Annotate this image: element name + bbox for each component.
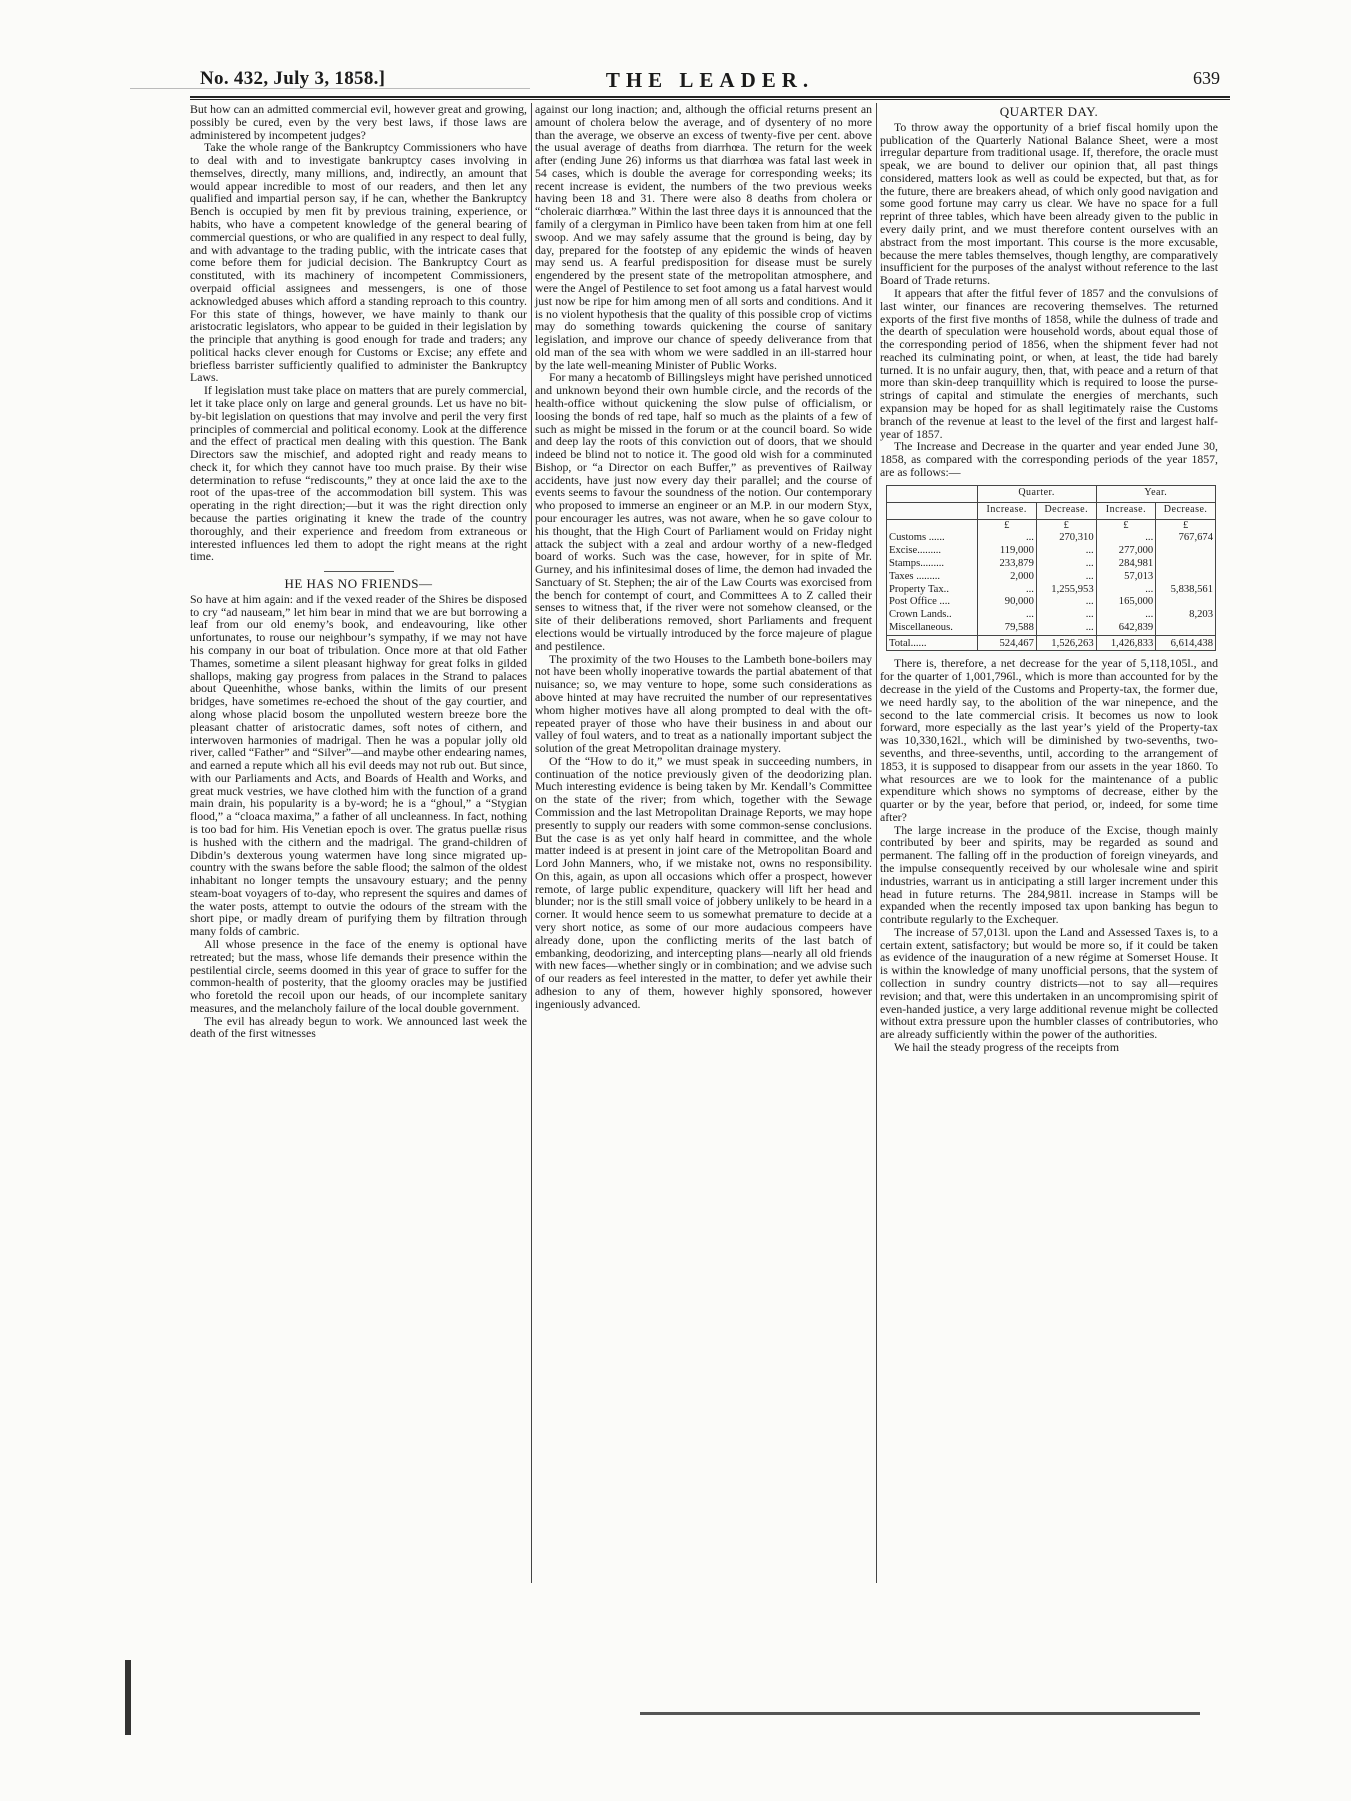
currency-mark: £ [1096,519,1156,532]
table-corner-sub [887,502,978,519]
col-header: Decrease. [1156,502,1216,519]
paragraph: The evil has already begun to work. We announced last week the death of the first witnesses [190,1013,527,1041]
cell: ... [1036,609,1096,622]
cell: ... [1036,558,1096,571]
cell: 1,526,263 [1036,635,1096,651]
row-label: Taxes ......... [889,570,941,582]
cell: ... [1036,545,1096,558]
currency-mark: £ [977,519,1036,532]
cell: ... [1036,596,1096,609]
cell: 90,000 [977,596,1036,609]
paragraph: The increase of 57,013l. upon the Land and Assessed Taxes is, to a certain extent, satisfactory; but would be more so, if it could be taken as evidence of the inauguration of a new régime at Somerset House. It is within the knowledge of many unofficial persons, that the system of collection in sundry country districts—not to say all—requires revision; and that, were this undertaken in an uncompromising spirit of even-handed justice, a very large additional revenue might be collected without extra pressure upon the humbler classes of contributories, who are already sufficiently within the power of the authorities. [880,924,1218,1042]
article-heading: QUARTER DAY. [999,104,1099,119]
cell: ... [1096,584,1156,597]
column-3 [880,103,1218,1054]
paragraph: The large increase in the produce of the Excise, though mainly contributed by beer and spirits, may be regarded as sound and permanent. The falling off in the production of foreign vineyards, and the impulse consequently received by our wholesale wine and spirit industries, warrant us in anticipating a still larger increment under this head in future returns. The 284,981l. increase in Stamps will be expanded when the recently imposed tax upon banking has begun to contribute regularly to the Exchequer. [880,822,1218,927]
cell: ... [977,584,1036,597]
table-row [887,532,1216,545]
issue-date: No. 432, July 3, 1858.] [200,68,386,89]
cell: ... [1096,609,1156,622]
cell: 1,255,953 [1036,584,1096,597]
cell [1156,596,1216,609]
table-row [887,609,1216,622]
paragraph: Of the “How to do it,” we must speak in succeeding numbers, in continuation of the notice previously given of the deodorizing plan. Much interesting evidence is being taken by Mr. Kendall’s Committee on the state of the river; from which, together with the Sewage Commission and the last Metropolitan Drainage Reports, we may hope presently to supply our readers with some common-sense conclusions. But the case is as yet only half heard in committee, and the whole matter indeed is at present in joint care of the Metropolitan Board and Lord John Manners, who, if we mistake not, owns no responsibility. On this, again, as upon all occasions which offer a prospect, however remote, of large public expenditure, quackery will lift her head and blunder; nor is the still small voice of jobbery unlikely to be heard in a corner. It would hence seem to us somewhat premature to decide at a very short notice, as some of our more audacious compeers have already done, upon the conflicting merits of the last batch of embanking, deodorizing, and intercepting plans—nearly all old friends with new faces—whether singly or in combination; and we advise such of our readers as feel interested in the matter, to defer yet awhile their adhesion to any of them, however highly sponsored, however ingeniously advanced. [535,753,872,1011]
table-row [887,584,1216,597]
column-1 [190,103,527,1040]
row-label: Excise......... [889,545,942,557]
cell: 165,000 [1096,596,1156,609]
col-header: Increase. [977,502,1036,519]
row-label: Stamps......... [889,558,945,569]
paragraph: So have at him again: and if the vexed reader of the Shires be disposed to cry “ad nauseam,” let him bear in mind that we are but borrowing a leaf from our old enemy’s book, and endeavouring, like other unfortunates, to rouse our neighbour’s sympathy, if we may not have his company in our boat of tribulation. Once more at that old Father Thames, sometime a silent pleasant highway for great folks in gilded shallops, making gay progress from palaces in the Strand to palaces about Queenhithe, whose banks, within the limits of our present bridges, have sometimes re-echoed the shout of the gay courtier, and along whose placid bosom the unpolluted western breeze bore the pleasant chatter of aristocratic dames, soft notes of cithern, and interwoven harmonies of madrigal. Then he was a popular jolly old river, called “Father” and “Silver”—and maybe other endearing names, and earned a repute which all his evil deeds may not rub out. But since, with our Parliaments and Acts, and Boards of Health and Works, and great muck vestries, we have clothed him with the function of a grand main drain, his popularity is a by-word; he is a “ghoul,” a “Stygian flood,” a “cloaca maxima,” a father of all uncleanness. In fact, nothing is too bad for him. His Venetian epoch is over. The gratus puellæ risus is hushed with the cithern and the madrigal. The grand-children of Dibdin’s dexterous young watermen have long since migrated up-country with the swans before the sable flood; the salmon of the oldest inhabitant no longer tempts the unsavoury estuary; and the penny steam-boat voyagers of to-day, who represent the squires and dames of the water posts, attempt to outvie the odours of the stream with the short pipe, or madly dream of purifying them by filtration through many folds of cambric. [190,591,527,939]
currency-mark: £ [1036,519,1096,532]
cell: ... [1036,571,1096,584]
table-row [887,558,1216,571]
cell: ... [977,609,1036,622]
cell: ... [1096,532,1156,545]
cell: 270,310 [1036,532,1096,545]
scan-mark-bottom [640,1712,1200,1715]
row-label: Miscellaneous. [889,621,953,633]
column-2 [535,103,872,1010]
cell: 277,000 [1096,545,1156,558]
cell: 119,000 [977,545,1036,558]
cell [1156,558,1216,571]
paragraph: All whose presence in the face of the enemy is optional have retreated; but the mass, whose life demands their presence within the pestilential circle, seems doomed in this year of grace to suffer for the common-health of posterity, that the gloomy oracles may be justified who foretold the recoil upon our heads, of our incomplete sanitary measures, and the melancholy failure of the local double government. [190,937,527,1015]
cell: 5,838,561 [1156,584,1216,597]
table-row [887,545,1216,558]
cell: 57,013 [1096,571,1156,584]
table-total-row [887,635,1216,651]
paragraph: The proximity of the two Houses to the Lambeth bone-boilers may not have been wholly inoperative towards the partial abatement of that nuisance; so, we may venture to hope, some such considerations as above hinted at may have recruited the number of our representatives whom higher motives have all along prompted to deal with the oft-repeated prayer of those who have their business in and about our valley of foul waters, and to treat as a nationally important subject the solution of the great Metropolitan drainage mystery. [535,651,872,756]
paragraph: If legislation must take place on matters that are purely commercial, let it take place only on large and general grounds. Let us have no bit-by-bit legislation on questions that may involve and peril the very first principles of commercial and political economy. Look at the difference and the effect of practical men dealing with this question. The Bank Directors saw the mischief, and adopted right and ready means to check it, for which they cannot have too much praise. By their wise determination to refuse “rediscounts,” they at once laid the axe to the root of the upas-tree of the accommodation bill system. This was operating in the right direction;—but it was the right direction only because the parties originating it knew the trade of the country thoroughly, and their experience and freedom from extraneous or interested influences led them to adopt the right means at the right time. [190,383,527,564]
column-divider-2 [876,103,877,1583]
group-header-quarter: Quarter. [977,485,1096,502]
cell [1156,545,1216,558]
cell: ... [1036,622,1096,635]
paragraph: There is, therefore, a net decrease for the year of 5,118,105l., and for the quarter of 1,001,796l., which is more than accounted for by the decrease in the yield of the Customs and Property-tax, the former due, we need hardly say, to the abolition of the war ninepence, and the second to the late commercial crisis. It becomes us now to look forward, more especially as the last year’s yield of the Property-tax was 10,330,162l., which will be diminished by two-sevenths, two-sevenths, and three-sevenths, until, according to the arrangement of 1853, it is supposed to disappear from our assets in the year 1860. To what resources are we to look for the maintenance of a public expenditure which shows no symptoms of decrease, either by the quarter or by the year, before that period, or, indeed, for some time after? [880,656,1218,824]
cell: 233,879 [977,558,1036,571]
cell: 1,426,833 [1096,635,1156,651]
currency-row [887,519,1216,532]
row-label: Post Office .... [889,596,951,608]
paragraph: For many a hecatomb of Billingsleys might have perished unnoticed and unknown beyond their own humble circle, and the records of the health-office without quickening the slow pulse of officialism, or loosing the bonds of red tape, half so much as the plaints of a few of such as might be missed in the forum or at the council board. So wide and deep lay the roots of this conviction out of doors, that we should indeed be blind not to notice it. The good old wish for a comminuted Bishop, or “a Director on each Buffer,” as preventives of Railway accidents, have just now every day their parallel; and the course of events seems to favour the soundness of the notion. Our contemporary who proposed to immerse an engineer or an M.P. in our modern Styx, pour encourager les autres, was not aware, when he so gave colour to his thought, that the High Court of Parliament would on Friday night attack the subject with a zeal and ardour worthy of a new-fledged board of works. Such was the case, however, for in spite of Mr. Gurney, and his infinitesimal doses of lime, the demon had invaded the Sanctuary of St. Stephen; the air of the Law Courts was exorcised from the bench for contempt of court, and Committees A to Z called their senses to witness that, if the river were not somehow cleansed, or the site of their deliberations removed, short Parliaments and frequent elections would be virtually introduced by the force majeure of plague and pestilence. [535,370,872,653]
page-header [200,68,1220,94]
cell: 2,000 [977,571,1036,584]
paragraph: Take the whole range of the Bankruptcy Commissioners who have to deal with and to investigate bankruptcy cases involving in themselves, directly, many millions, and, indirectly, an amount that would appear incredible to most of our readers, and then let any qualified and impartial person say, if he can, whether the Bankruptcy Bench is occupied by men fit by previous training, experience, or habits, who have a competent knowledge of the general bearing of commercial questions, or who are qualified in any respect to deal fully, and with advantage to the trading public, with the intricate cases that come before them for judicial decision. The Bankruptcy Court as constituted, with its machinery of incompetent Commissioners, overpaid official assignees and messengers, is one of those acknowledged abuses which afford a standing reproach to this country. For this state of things, however, we have mainly to thank our aristocratic legislators, who appear to be guided in their legislation by the principle that anything is good enough for trade and traders; any political hacks clever enough for Customs or Excise; any effete and briefless barrister sufficiently qualified to administer the Bankruptcy Laws. [190,140,527,385]
revenue-table [886,485,1216,652]
cell: 6,614,438 [1156,635,1216,651]
cell: 642,839 [1096,622,1156,635]
page-number: 639 [1193,68,1220,88]
paragraph: against our long inaction; and, although the official returns present an amount of cholera below the average, and of dysentery of no more than the average, we observe an excess of twenty-five per cent. above the usual average of deaths from diarrhœa. The return for the week after (ending June 26) informs us that diarrhœa was fatal last week in 54 cases, which is double the average for corresponding weeks; its recent increase is evident, the numbers of the two previous weeks having been 18 and 31. There were also 8 deaths from cholera or “choleraic diarrhœa.” Within the last three days it is announced that the family of a clergyman in Pimlico have been taken from him at one fell swoop. And we may safely assume that the ground is being, day by day, prepared for the footstep of any epidemic the winds of heaven may send us. A fearful predisposition for disease must be surely engendered by the present state of the metropolitan atmosphere, and were the Angel of Pestilence to set foot among us a fatal harvest would just now be ripe for him among men of all sorts and conditions. And it is no violent hypothesis that the quality of this possible crop of victims may do something towards quickening the course of sanitary legislation, and improve our chance of speedy deliverance from that old man of the sea with whom we were saddled in an ill-starred hour by the late well-meaning Minister of Public Works. [535,102,872,372]
currency-mark: £ [1156,519,1216,532]
cell [1156,571,1216,584]
col-header: Increase. [1096,502,1156,519]
revenue-table-wrapper [886,485,1218,652]
column-divider-1 [531,103,532,1583]
cell [1156,622,1216,635]
article-heading: HE HAS NO FRIENDS— [284,576,433,592]
table-row [887,596,1216,609]
group-header-year: Year. [1096,485,1215,502]
cell: 79,588 [977,622,1036,635]
row-label: Property Tax.. [889,583,949,595]
cell: ... [977,532,1036,545]
row-label: Customs ...... [889,532,945,544]
cell: 767,674 [1156,532,1216,545]
header-rule [190,96,1230,98]
table-corner [887,485,978,502]
scan-mark-left [125,1660,131,1735]
paragraph: The Increase and Decrease in the quarter and year ended June 30, 1858, as compared with the corresponding periods of the year 1857, are as follows:— [880,439,1218,479]
col-header: Decrease. [1036,502,1096,519]
cell: 284,981 [1096,558,1156,571]
paragraph: We hail the steady progress of the receipts from [894,1039,1120,1054]
cell: 8,203 [1156,609,1216,622]
table-row [887,571,1216,584]
header-rule-thin [190,99,1230,100]
table-body [887,532,1216,635]
section-separator [324,571,394,572]
row-label: Crown Lands.. [889,609,952,621]
row-label: Total...... [887,635,978,651]
paragraph: To throw away the opportunity of a brief fiscal homily upon the publication of the Quarterly National Balance Sheet, were a most irregular departure from traditional usage. If, therefore, the oracle must speak, we are bound to deliver our opinion that, all past things considered, matters look as well as could be expected, but that, as for the future, there are breakers ahead, of which only good navigation and some good fortune may carry us clear. We have no space for a full reprint of three tables, which have been already given to the public in every daily print, and we must therefore content ourselves with an abstract from the most important. This course is the more excusable, because the mere tables themselves, though lengthy, are comparatively insufficient for the purposes of the analyst without reference to the last Board of Trade returns. [880,119,1218,288]
masthead-title: THE LEADER. [605,68,815,92]
cell: 524,467 [977,635,1036,651]
paragraph: But how can an admitted commercial evil, however great and growing, possibly be cured, even by the very best laws, if those laws are administered by incompetent judges? [190,102,527,142]
table-row [887,622,1216,635]
paragraph: It appears that after the fitful fever of 1857 and the convulsions of last winter, our finances are recovering themselves. The returned exports of the first five months of 1858, while the dulness of trade and the dearth of speculation were household words, about equal those of the corresponding period of 1856, when the shipment fever had not reached its culminating point, or when, at least, the tide had barely turned. It is no unfair augury, then, that, with peace and a return of that more than skin-deep tranquillity which is required to loose the purse-strings of capital and stimulate the energies of merchants, such expansion may be hoped for as shall legitimately raise the Customs branch of the revenue at least to the level of the first and largest half-year of 1857. [880,285,1218,441]
